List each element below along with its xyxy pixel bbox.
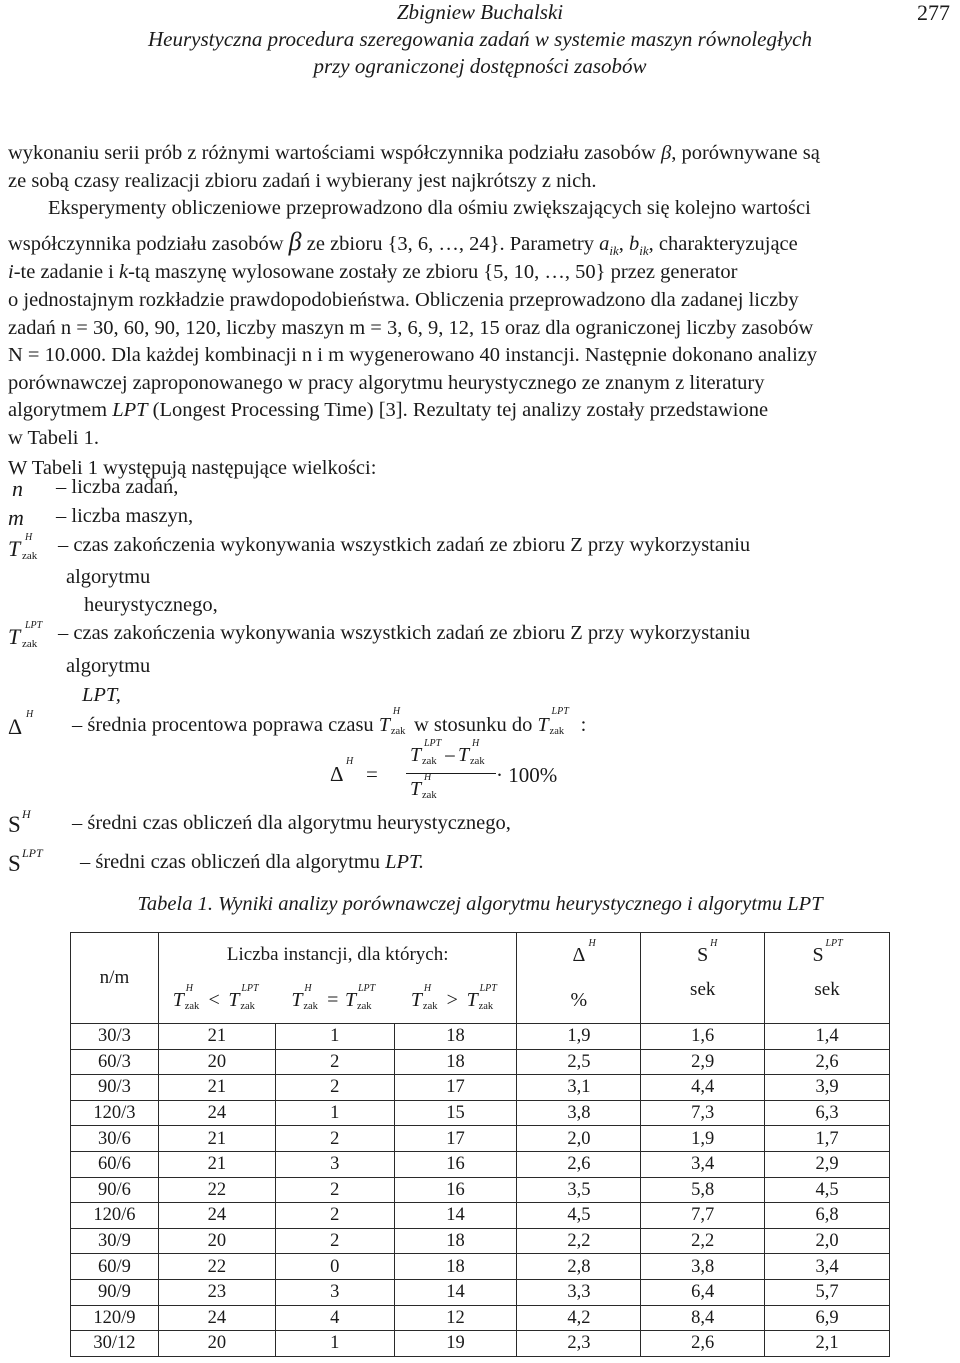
cell-nm: 30/6 — [71, 1126, 159, 1152]
denominator-t-heur — [410, 772, 437, 801]
cell-s-lpt: 2,6 — [765, 1049, 890, 1075]
text-line: zadań n = 30, 60, 90, 120, liczby maszyn m = 3, 6, 9, 12, 15 oraz dla ograniczonej liczby zasobów — [8, 316, 814, 339]
text-fragment: -te zadanie i — [13, 261, 119, 284]
cell-s-lpt: 6,9 — [765, 1305, 890, 1331]
delta-symbol: Δ — [572, 943, 586, 966]
s-lpt-label — [812, 937, 843, 967]
header-nm: n/m — [71, 933, 159, 1024]
symbol-t: T — [410, 988, 423, 1011]
superscript: H — [472, 738, 480, 749]
text-fragment: (Longest Processing Time) [3]. Rezultaty tej analizy zostały przedstawione — [147, 399, 769, 422]
table-row — [71, 1279, 890, 1305]
body-text — [8, 140, 952, 482]
cell-nm: 90/6 — [71, 1177, 159, 1203]
symbol-t: T — [344, 988, 357, 1011]
cell-s-lpt: 2,9 — [765, 1151, 890, 1177]
cell-eq: 2 — [275, 1075, 394, 1101]
text-line — [8, 259, 952, 287]
superscript: LPT — [357, 982, 376, 994]
superscript: H — [185, 982, 193, 994]
header-sek: sek — [641, 977, 765, 1024]
header-s-lpt — [765, 933, 890, 978]
cell-s-h: 4,4 — [641, 1075, 765, 1101]
subscript: zak — [422, 1000, 438, 1012]
cell-nm: 60/3 — [71, 1049, 159, 1075]
symbol-t: T — [410, 778, 422, 800]
superscript: LPT — [241, 982, 259, 994]
cell-s-lpt: 1,7 — [765, 1126, 890, 1152]
cell-gt: 18 — [394, 1228, 517, 1254]
superscript: LPT — [22, 846, 43, 860]
cell-lt: 21 — [158, 1126, 275, 1152]
cell-gt: 18 — [394, 1024, 517, 1050]
header-lt — [158, 977, 275, 1024]
subscript: zak — [478, 1000, 494, 1012]
t-lpt — [344, 982, 376, 1012]
text-line: W Tabeli 1 występują następujące wielkości: — [8, 456, 377, 479]
math-t-heur — [378, 706, 409, 737]
cell-delta: 1,9 — [517, 1024, 641, 1050]
beta-symbol: β — [288, 226, 302, 256]
math-a: a — [599, 232, 610, 255]
text-fragment: w stosunku do — [408, 714, 538, 736]
cell-eq: 2 — [275, 1228, 394, 1254]
symbol-t: T — [537, 714, 549, 736]
header-eq — [275, 977, 394, 1024]
table-header-row — [71, 933, 890, 978]
def-text — [80, 851, 952, 874]
cell-s-h: 1,9 — [641, 1126, 765, 1152]
cell-s-h: 8,4 — [641, 1305, 765, 1331]
cell-gt: 14 — [394, 1203, 517, 1229]
symbol-s-h — [8, 807, 31, 838]
header-gt — [394, 977, 517, 1024]
symbol-t: T — [458, 744, 470, 766]
cell-gt: 18 — [394, 1254, 517, 1280]
symbol-s-lpt — [8, 846, 43, 877]
gt-sign: > — [446, 988, 458, 1011]
cell-s-h: 2,9 — [641, 1049, 765, 1075]
def-text — [58, 534, 952, 557]
cell-gt: 17 — [394, 1075, 517, 1101]
header-percent: % — [517, 977, 641, 1024]
text-fragment: ze zbioru {3, 6, …, 24}. Parametry — [301, 232, 600, 255]
symbol-t: T — [228, 988, 240, 1011]
cell-nm: 30/12 — [71, 1331, 159, 1357]
cell-s-lpt: 1,4 — [765, 1024, 890, 1050]
subscript: zak — [390, 726, 406, 737]
cell-eq: 2 — [275, 1049, 394, 1075]
def-text: heurystycznego, — [84, 594, 218, 616]
cell-s-lpt: 5,7 — [765, 1279, 890, 1305]
math-t-lpt — [537, 706, 576, 737]
def-text: – liczba zadań, — [56, 476, 179, 498]
cell-lt: 24 — [158, 1305, 275, 1331]
header-group: Liczba instancji, dla których: — [158, 933, 517, 978]
math-b: b — [629, 232, 640, 255]
table-row — [71, 1203, 890, 1229]
def-text: algorytmu — [66, 655, 151, 677]
superscript: H — [26, 709, 34, 720]
symbol-t: T — [291, 988, 303, 1011]
subscript: zak — [303, 1000, 318, 1012]
table-row — [71, 1100, 890, 1126]
formula-lhs — [330, 756, 354, 787]
symbol-s: S — [8, 812, 21, 837]
text-line: o jednostajnym rozkładzie prawdopodobieństwa. Obliczenia przeprowadzono dla zadanej liczby — [8, 288, 799, 311]
header-title-line2: przy ograniczonej dostępności zasobów — [313, 54, 647, 78]
cell-gt: 19 — [394, 1331, 517, 1357]
cell-delta: 4,2 — [517, 1305, 641, 1331]
symbol-t: T — [410, 744, 422, 766]
cell-s-h: 7,3 — [641, 1100, 765, 1126]
cell-delta: 4,5 — [517, 1203, 641, 1229]
delta-h-label — [572, 937, 596, 967]
formula-delta — [330, 738, 570, 812]
superscript: H — [710, 937, 718, 949]
subscript: zak — [22, 550, 38, 562]
cell-s-lpt: 3,4 — [765, 1254, 890, 1280]
cell-gt: 17 — [394, 1126, 517, 1152]
superscript: LPT — [25, 620, 43, 631]
cell-delta: 2,0 — [517, 1126, 641, 1152]
cell-s-lpt: 2,0 — [765, 1228, 890, 1254]
cell-s-h: 2,6 — [641, 1331, 765, 1357]
text-fragment: – średnia procentowa poprawa czasu — [72, 714, 379, 736]
cell-nm: 30/9 — [71, 1228, 159, 1254]
equals-sign: = — [366, 762, 378, 786]
cell-lt: 24 — [158, 1100, 275, 1126]
table-row — [71, 1177, 890, 1203]
cell-s-h: 2,2 — [641, 1228, 765, 1254]
cell-lt: 24 — [158, 1203, 275, 1229]
numerator-t-lpt — [410, 738, 442, 767]
cell-eq: 1 — [275, 1100, 394, 1126]
table-row — [71, 1151, 890, 1177]
subscript: ik — [639, 242, 649, 258]
text-fragment: Eksperymenty obliczeniowe przeprowadzono dla ośmiu zwiększających się kolejno wartości — [48, 197, 811, 220]
table-subheader-row — [71, 977, 890, 1024]
subscript: zak — [356, 1000, 372, 1012]
cell-delta: 3,3 — [517, 1279, 641, 1305]
symbol-t-lpt — [8, 620, 43, 650]
cell-s-lpt: 4,5 — [765, 1177, 890, 1203]
superscript: LPT — [479, 982, 497, 994]
header-delta — [517, 933, 641, 978]
subscript: ik — [609, 242, 619, 258]
table-row — [71, 1305, 890, 1331]
t-heur — [172, 982, 200, 1012]
subscript: zak — [184, 1000, 200, 1012]
table-row — [71, 1049, 890, 1075]
text-fragment: – czas zakończenia wykonywania wszystkich zadań ze zbioru Z przy wykorzystaniu — [58, 622, 751, 644]
superscript: H — [304, 982, 312, 994]
cell-s-h: 3,4 — [641, 1151, 765, 1177]
cell-nm: 120/3 — [71, 1100, 159, 1126]
cell-eq: 3 — [275, 1151, 394, 1177]
superscript: H — [588, 937, 596, 949]
cell-delta: 2,3 — [517, 1331, 641, 1357]
superscript: H — [346, 756, 354, 767]
text-fragment: algorytmem — [8, 399, 113, 422]
cell-delta: 3,1 — [517, 1075, 641, 1101]
symbol-s: S — [8, 851, 21, 876]
t-heur — [291, 982, 318, 1012]
cell-nm: 120/6 — [71, 1203, 159, 1229]
header-sek: sek — [765, 977, 890, 1024]
running-header — [0, 0, 960, 80]
times-100-percent: · 100% — [496, 763, 558, 787]
text-fragment: wykonaniu serii prób z różnymi wartościami współczynnika podziału zasobów — [8, 142, 661, 164]
superscript: H — [424, 772, 432, 783]
cell-gt: 16 — [394, 1177, 517, 1203]
cell-lt: 22 — [158, 1254, 275, 1280]
cell-eq: 1 — [275, 1024, 394, 1050]
t-lpt — [466, 982, 497, 1012]
eq-sign: = — [327, 988, 339, 1011]
math-i: i — [8, 261, 14, 284]
symbol-t: T — [8, 624, 21, 649]
table-row — [71, 1024, 890, 1050]
cell-s-lpt: 2,1 — [765, 1331, 890, 1357]
numerator-t-heur — [458, 738, 485, 767]
symbol-delta-h — [8, 709, 34, 740]
fraction-bar — [406, 773, 496, 774]
symbol-t: T — [466, 988, 478, 1011]
text-line: ze sobą czasy realizacji zbioru zadań i wybierany jest najkrótszy z nich. — [8, 169, 597, 192]
cell-nm: 30/3 — [71, 1024, 159, 1050]
subscript: zak — [22, 638, 38, 650]
cell-eq: 0 — [275, 1254, 394, 1280]
def-text: algorytmu — [66, 566, 151, 588]
cell-delta: 2,6 — [517, 1151, 641, 1177]
symbol-t: T — [378, 714, 390, 736]
lt-sign: < — [208, 988, 220, 1011]
s-h-label — [697, 937, 718, 967]
text-line: współczynnika podziału zasobów β ze zbioru {3, 6, …, 24}. Parametry $a_{ik}$, $b_{ik}$, charakteryzujące — [8, 226, 798, 258]
cell-lt: 22 — [158, 1177, 275, 1203]
cell-eq: 3 — [275, 1279, 394, 1305]
subscript: zak — [240, 1000, 255, 1012]
symbol-m: m — [8, 505, 24, 530]
cell-delta: 2,8 — [517, 1254, 641, 1280]
cell-gt: 14 — [394, 1279, 517, 1305]
symbol-t: T — [172, 988, 184, 1011]
text-fragment: , charakteryzujące — [648, 232, 798, 255]
cell-lt: 21 — [158, 1024, 275, 1050]
minus-sign: − — [444, 744, 456, 768]
cell-lt: 21 — [158, 1151, 275, 1177]
header-author: Zbigniew Buchalski — [396, 0, 564, 24]
superscript: H — [22, 807, 31, 821]
symbol-t: T — [8, 536, 21, 561]
cell-nm: 60/9 — [71, 1254, 159, 1280]
superscript: H — [25, 532, 33, 543]
superscript: LPT — [424, 738, 442, 749]
cell-eq: 4 — [275, 1305, 394, 1331]
cell-delta: 2,2 — [517, 1228, 641, 1254]
table-body — [71, 1024, 890, 1357]
text-fragment: LPT. — [385, 851, 425, 873]
def-text — [72, 706, 952, 737]
subscript: zak — [422, 756, 437, 767]
cell-eq: 2 — [275, 1126, 394, 1152]
cell-lt: 20 — [158, 1228, 275, 1254]
cell-s-h: 3,8 — [641, 1254, 765, 1280]
cell-lt: 21 — [158, 1075, 275, 1101]
cell-eq: 2 — [275, 1203, 394, 1229]
def-text — [58, 622, 952, 645]
subscript: zak — [422, 790, 437, 801]
text-line — [8, 397, 952, 425]
cell-eq: 1 — [275, 1331, 394, 1357]
cell-s-lpt: 6,3 — [765, 1100, 890, 1126]
text-line — [8, 140, 952, 168]
def-text: LPT, — [82, 684, 121, 706]
superscript: LPT — [551, 706, 569, 717]
text-fragment: : — [575, 714, 587, 736]
cell-s-h: 6,4 — [641, 1279, 765, 1305]
math-k: k — [119, 261, 129, 284]
cell-gt: 15 — [394, 1100, 517, 1126]
table-row — [71, 1331, 890, 1357]
table-row — [71, 1254, 890, 1280]
cell-lt: 20 — [158, 1331, 275, 1357]
symbol-s: S — [697, 943, 709, 966]
text-fragment: LPT — [112, 399, 148, 422]
text-line: N = 10.000. Dla każdej kombinacji n i m wygenerowano 40 instancji. Następnie dokonano analizy — [8, 344, 818, 367]
subscript: zak — [470, 756, 485, 767]
table-row — [71, 1126, 890, 1152]
subscript: zak — [549, 726, 565, 737]
cell-nm: 90/3 — [71, 1075, 159, 1101]
text-fragment: – średni czas obliczeń dla algorytmu — [80, 851, 386, 873]
t-heur — [410, 982, 438, 1012]
superscript: H — [392, 706, 401, 717]
superscript: LPT — [825, 937, 843, 949]
superscript: H — [423, 982, 432, 994]
table-row — [71, 1075, 890, 1101]
symbol-s: S — [812, 943, 824, 966]
cell-s-lpt: 3,9 — [765, 1075, 890, 1101]
text-line — [8, 195, 952, 223]
header-s-h — [641, 933, 765, 978]
cell-lt: 20 — [158, 1049, 275, 1075]
def-text: – średni czas obliczeń dla algorytmu heurystycznego, — [72, 812, 511, 834]
table-caption: Tabela 1. Wyniki analizy porównawczej algorytmu heurystycznego i algorytmu LPT — [137, 893, 823, 915]
text-line: w Tabeli 1. — [8, 426, 99, 449]
t-lpt — [228, 982, 259, 1012]
cell-eq: 2 — [275, 1177, 394, 1203]
cell-gt: 18 — [394, 1049, 517, 1075]
cell-s-h: 5,8 — [641, 1177, 765, 1203]
results-table — [70, 932, 890, 1357]
cell-gt: 12 — [394, 1305, 517, 1331]
cell-nm: 90/9 — [71, 1279, 159, 1305]
cell-gt: 16 — [394, 1151, 517, 1177]
cell-delta: 3,5 — [517, 1177, 641, 1203]
delta-symbol: Δ — [330, 762, 344, 786]
text-fragment: współczynnika podziału zasobów — [8, 232, 289, 255]
page-number: 277 — [917, 0, 950, 25]
cell-delta: 2,5 — [517, 1049, 641, 1075]
symbol-n: n — [12, 476, 23, 501]
text-line: porównawczej zaproponowanego w pracy algorytmu heurystycznego ze znanym z literatury — [8, 371, 765, 394]
beta-symbol: β — [661, 142, 672, 164]
delta-symbol: Δ — [8, 714, 23, 739]
cell-nm: 60/6 — [71, 1151, 159, 1177]
text-fragment: -tą maszynę wylosowane zostały ze zbioru {5, 10, …, 50} przez generator — [128, 261, 738, 284]
cell-nm: 120/9 — [71, 1305, 159, 1331]
def-text: – liczba maszyn, — [56, 505, 194, 527]
table-row — [71, 1228, 890, 1254]
text-fragment: , porównywane są — [671, 142, 820, 164]
cell-s-h: 1,6 — [641, 1024, 765, 1050]
cell-lt: 23 — [158, 1279, 275, 1305]
header-title-line1: Heurystyczna procedura szeregowania zadań w systemie maszyn równoległych — [148, 27, 812, 51]
cell-delta: 3,8 — [517, 1100, 641, 1126]
cell-s-h: 7,7 — [641, 1203, 765, 1229]
text-fragment: – czas zakończenia wykonywania wszystkich zadań ze zbioru Z przy wykorzystaniu — [58, 534, 751, 556]
symbol-t-heur — [8, 532, 38, 562]
cell-s-lpt: 6,8 — [765, 1203, 890, 1229]
